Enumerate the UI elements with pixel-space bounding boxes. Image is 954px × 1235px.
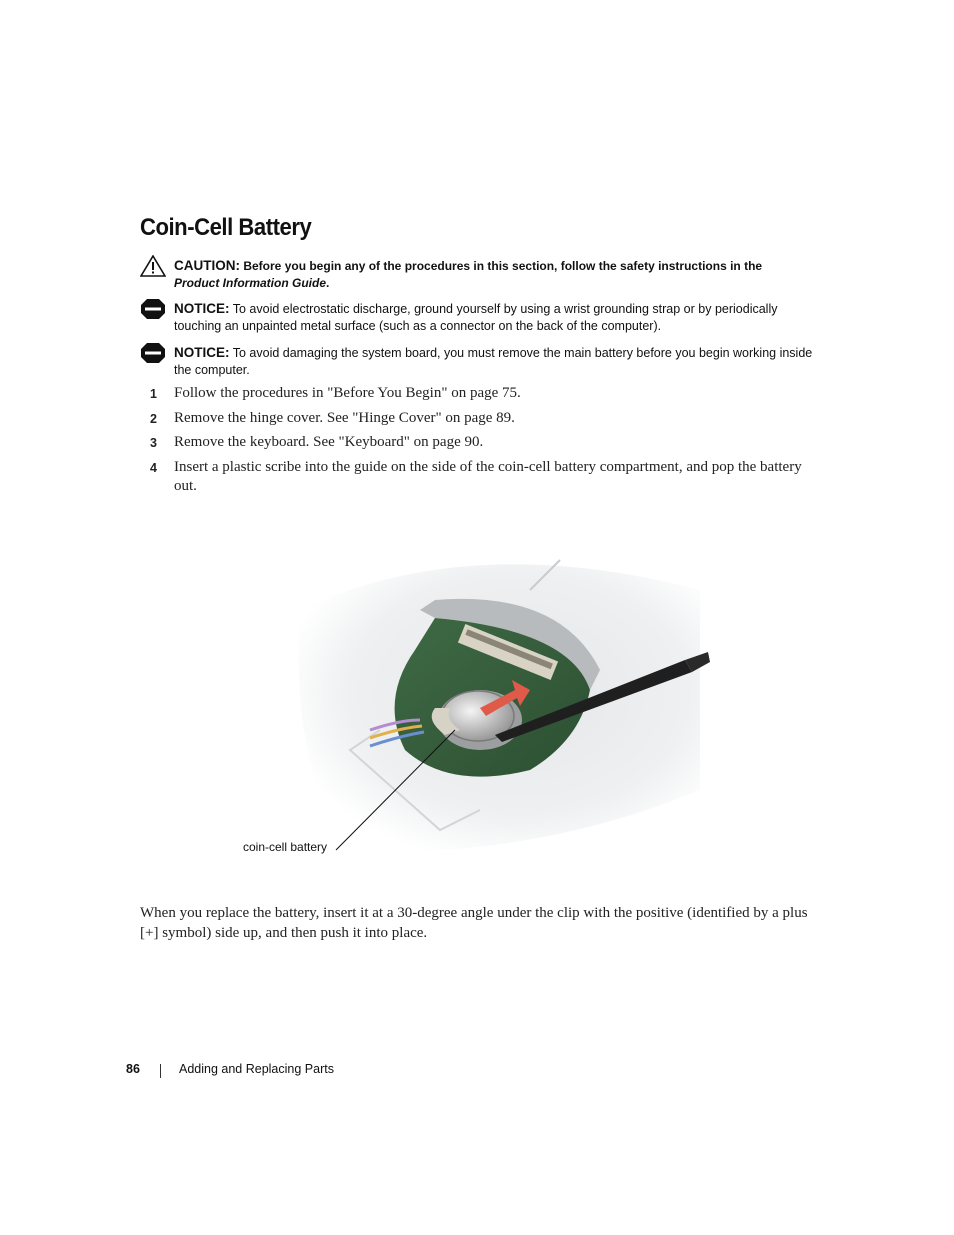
footer-divider [160, 1064, 161, 1078]
step-item [150, 433, 820, 453]
page-footer [126, 1062, 334, 1076]
notice-icon [140, 298, 166, 320]
page-title: Coin-Cell Battery [140, 214, 312, 241]
caution-end: . [326, 276, 330, 290]
replace-instructions: When you replace the battery, insert it at a 30-degree angle under the clip with the positive (identified by a plus [+] symbol) side up, and then push it into place. [140, 905, 808, 941]
step-text: Follow the procedures in "Before You Begin" on page 75. [174, 385, 521, 401]
step-item [150, 409, 820, 429]
notice-note [140, 344, 820, 379]
caution-note [140, 257, 820, 292]
notice-text: To avoid electrostatic discharge, ground yourself by using a wrist grounding strap or by periodically touching an unpainted metal surface (such as a connector on the back of the computer). [174, 302, 778, 333]
notice-keyword: NOTICE: [174, 345, 230, 360]
figure-callout: coin-cell battery [243, 840, 328, 854]
step-text: Remove the hinge cover. See "Hinge Cover" on page 89. [174, 409, 515, 426]
step-number: 1 [150, 387, 157, 401]
step-item [150, 458, 820, 497]
footer-section: Adding and Replacing Parts [179, 1062, 334, 1076]
step-number: 3 [150, 436, 157, 450]
notice-icon [140, 342, 166, 364]
procedure-steps [150, 384, 820, 502]
step-text: Insert a plastic scribe into the guide on the side of the coin-cell battery compartment, and pop the battery out. [174, 458, 802, 494]
caution-text: Before you begin any of the procedures in this section, follow the safety instructions in the [243, 259, 763, 273]
step-text: Remove the keyboard. See "Keyboard" on page 90. [174, 434, 484, 450]
notice-text: To avoid damaging the system board, you must remove the main battery before you begin working inside the computer. [174, 346, 813, 377]
coin-cell-battery-illustration [230, 530, 710, 870]
notice-keyword: NOTICE: [174, 301, 230, 316]
page-number: 86 [126, 1062, 140, 1076]
caution-guide: Product Information Guide [174, 276, 326, 290]
notice-note [140, 300, 820, 335]
caution-keyword: CAUTION: [174, 258, 240, 273]
step-item [150, 384, 820, 404]
caution-icon [140, 255, 166, 277]
step-number: 2 [150, 411, 157, 426]
step-number: 4 [150, 460, 157, 475]
